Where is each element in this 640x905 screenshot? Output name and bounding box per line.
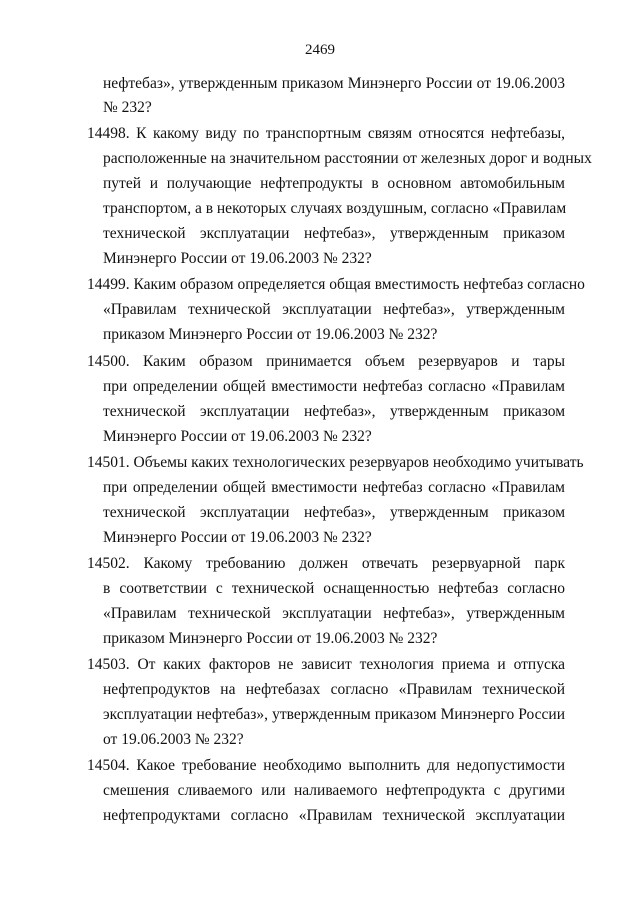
question-number: 14501.: [87, 454, 130, 471]
question-14502-line-4: приказом Минэнерго России от 19.06.2003 № 232?: [103, 630, 438, 647]
question-number: 14498.: [87, 125, 130, 142]
continuation-line-1: нефтебаз», утвержденным приказом Минэнерго России от 19.06.2003: [103, 75, 565, 92]
question-14501-line-4: Минэнерго России от 19.06.2003 № 232?: [103, 529, 372, 546]
question-14499-line-1: 14499. Каким образом определяется общая вместимость нефтебаз согласно: [87, 276, 585, 293]
question-14499-line-3: приказом Минэнерго России от 19.06.2003 № 232?: [103, 326, 438, 343]
question-14500-line-4: Минэнерго России от 19.06.2003 № 232?: [103, 428, 372, 445]
question-14502-line-2: в соответствии с технической оснащенностью нефтебаз согласно: [103, 580, 565, 597]
question-14503-line-1: 14503. От каких факторов не зависит технология приема и отпуска: [87, 656, 565, 673]
question-14504-line-2: смешения сливаемого или наливаемого нефтепродукта с другими: [103, 782, 565, 799]
question-14498-line-4: транспортом, а в некоторых случаях воздушным, согласно «Правилам: [103, 200, 567, 217]
question-number: 14499.: [87, 276, 130, 293]
question-14499-line-2: «Правилам технической эксплуатации нефтебаз», утвержденным: [103, 301, 565, 318]
question-14501-line-3: технической эксплуатации нефтебаз», утвержденным приказом: [103, 504, 565, 521]
question-14500-line-1: 14500. Каким образом принимается объем резервуаров и тары: [87, 353, 565, 370]
question-14502-line-1: 14502. Какому требованию должен отвечать резервуарной парк: [87, 555, 565, 572]
question-14498-line-3: путей и получающие нефтепродукты в основном автомобильным: [103, 175, 565, 192]
question-14503-line-3: эксплуатации нефтебаз», утвержденным приказом Минэнерго России: [103, 706, 565, 723]
question-14501-line-1: 14501. Объемы каких технологических резервуаров необходимо учитывать: [87, 454, 584, 471]
question-14498-line-1: 14498. К какому виду по транспортным связям относятся нефтебазы,: [87, 125, 565, 142]
question-14500-line-3: технической эксплуатации нефтебаз», утвержденным приказом: [103, 403, 565, 420]
question-14501-line-2: при определении общей вместимости нефтебаз согласно «Правилам: [103, 479, 565, 496]
question-14498-line-6: Минэнерго России от 19.06.2003 № 232?: [103, 250, 372, 267]
question-14504-line-1: 14504. Какое требование необходимо выполнить для недопустимости: [87, 757, 565, 774]
question-14503-line-2: нефтепродуктов на нефтебазах согласно «Правилам технической: [103, 681, 565, 698]
question-number: 14500.: [87, 353, 130, 370]
question-number: 14503.: [87, 656, 130, 673]
question-number: 14504.: [87, 757, 130, 774]
question-14504-line-3: нефтепродуктами согласно «Правилам технической эксплуатации: [103, 807, 565, 824]
continuation-line-2: № 232?: [103, 99, 152, 116]
page-number: 2469: [305, 42, 335, 58]
question-14498-line-2: расположенные на значительном расстоянии от железных дорог и водных: [103, 150, 592, 167]
question-14502-line-3: «Правилам технической эксплуатации нефтебаз», утвержденным: [103, 605, 565, 622]
question-14500-line-2: при определении общей вместимости нефтебаз согласно «Правилам: [103, 378, 565, 395]
question-number: 14502.: [87, 555, 130, 572]
question-14498-line-5: технической эксплуатации нефтебаз», утвержденным приказом: [103, 225, 565, 242]
question-14503-line-4: от 19.06.2003 № 232?: [103, 731, 244, 748]
